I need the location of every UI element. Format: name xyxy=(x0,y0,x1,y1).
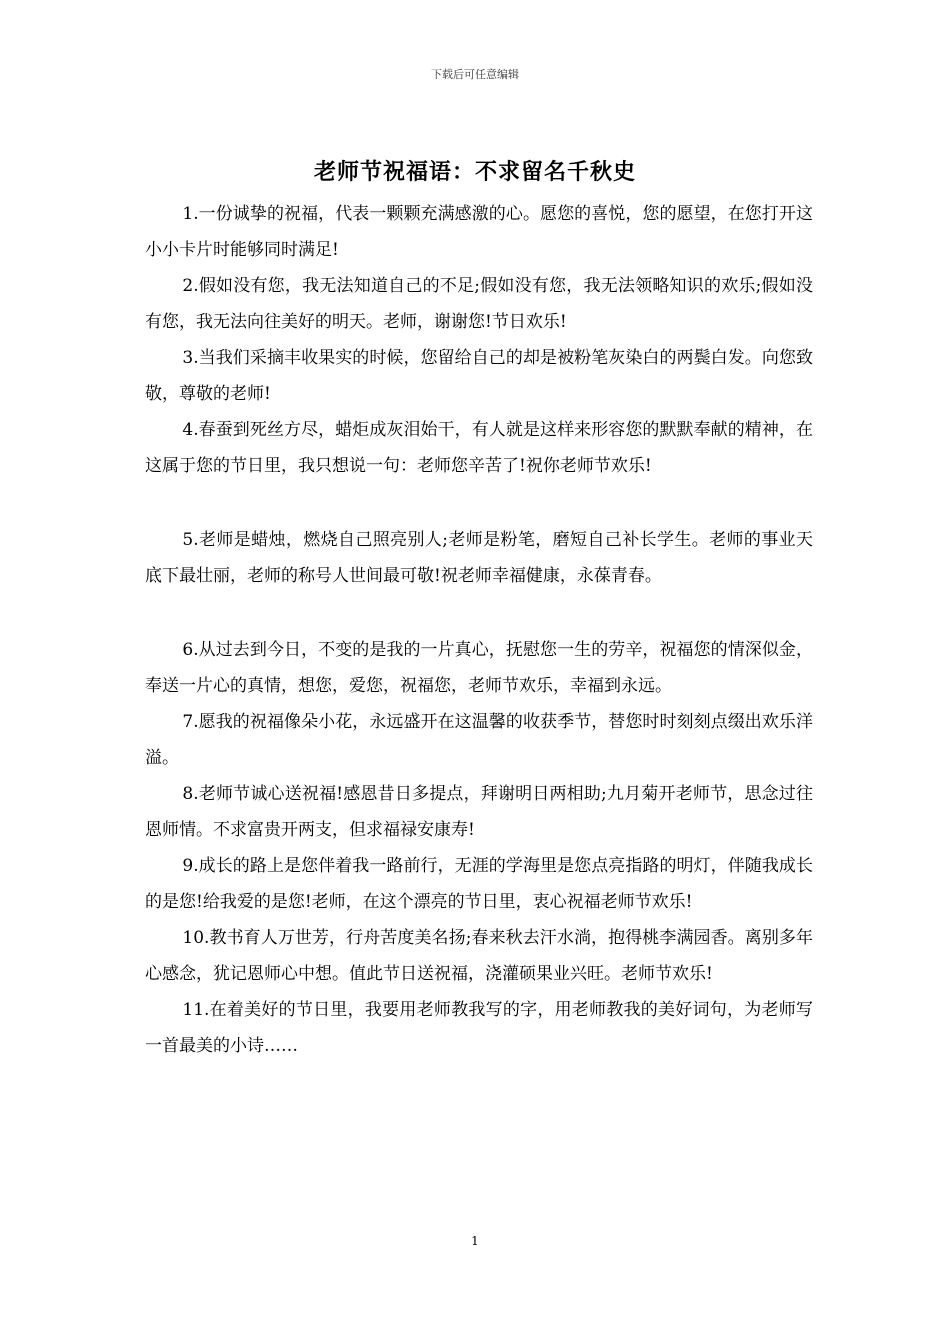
paragraph-11: 11.在着美好的节日里，我要用老师教我写的字，用老师教我的美好词句，为老师写一首最美的小诗…… xyxy=(145,1000,813,1056)
paragraph-3: 3.当我们采摘丰收果实的时候，您留给自己的却是被粉笔灰染白的两鬓白发。向您致敬，尊敬的老师! xyxy=(145,348,813,404)
paragraph-1: 1.一份诚挚的祝福，代表一颗颗充满感激的心。愿您的喜悦，您的愿望，在您打开这小小卡片时能够同时满足! xyxy=(145,204,813,260)
document-body xyxy=(145,196,813,1064)
paragraph-10: 10.教书育人万世芳，行舟苦度美名扬;春来秋去汗水淌，抱得桃李满园香。离别多年心感念，犹记恩师心中想。值此节日送祝福，浇灌硕果业兴旺。老师节欢乐! xyxy=(145,928,813,984)
paragraph-4: 4.春蚕到死丝方尽，蜡炬成灰泪始干，有人就是这样来形容您的默默奉献的精神，在这属于您的节日里，我只想说一句：老师您辛苦了!祝你老师节欢乐! xyxy=(145,420,813,476)
paragraph-9: 9.成长的路上是您伴着我一路前行，无涯的学海里是您点亮指路的明灯，伴随我成长的是您!给我爱的是您!老师，在这个漂亮的节日里，衷心祝福老师节欢乐! xyxy=(145,856,813,912)
page-header: 下载后可任意编辑 xyxy=(431,68,519,81)
paragraph-6: 6.从过去到今日，不变的是我的一片真心，抚慰您一生的劳辛，祝福您的情深似金，奉送一片心的真情，想您，爱您，祝福您，老师节欢乐，幸福到永远。 xyxy=(145,640,813,696)
paragraph-2: 2.假如没有您，我无法知道自己的不足;假如没有您，我无法领略知识的欢乐;假如没有您，我无法向往美好的明天。老师，谢谢您!节日欢乐! xyxy=(145,276,813,332)
document-title: 老师节祝福语：不求留名千秋史 xyxy=(313,159,636,185)
page-number: 1 xyxy=(471,1234,479,1248)
paragraph-5: 5.老师是蜡烛，燃烧自己照亮别人;老师是粉笔，磨短自己补长学生。老师的事业天底下最壮丽，老师的称号人世间最可敬!祝老师幸福健康，永葆青春。 xyxy=(145,530,813,586)
paragraph-7: 7.愿我的祝福像朵小花，永远盛开在这温馨的收获季节，替您时时刻刻点缀出欢乐洋溢。 xyxy=(145,712,813,768)
paragraph-8: 8.老师节诚心送祝福!感恩昔日多提点，拜谢明日两相助;九月菊开老师节，思念过往恩师情。不求富贵开两支，但求福禄安康寿! xyxy=(145,784,813,840)
